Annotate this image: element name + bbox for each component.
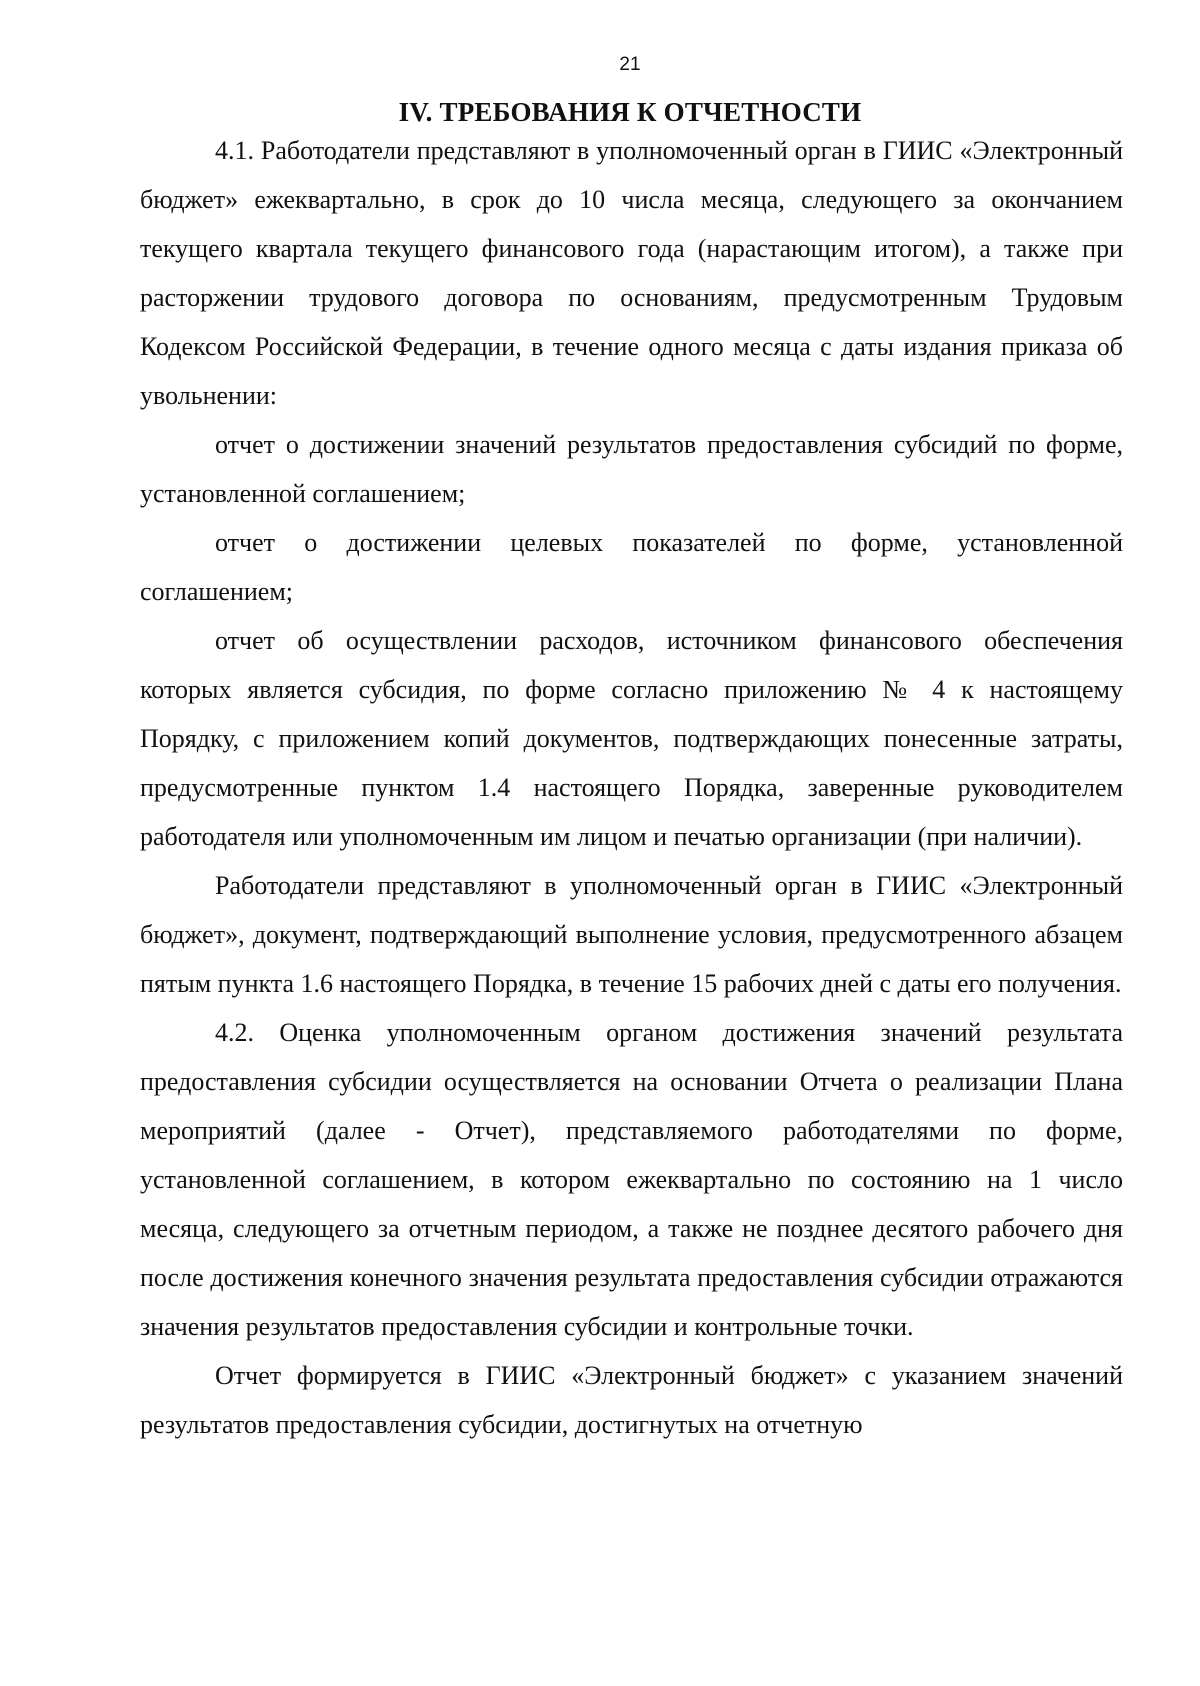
paragraph-report-expenses: отчет об осуществлении расходов, источником финансового обеспечения которых является субсидия, по форме согласно приложению № 4 к настоящему Порядку, с приложением копий документов, подтверждающих понесенные затраты, предусмотренные пунктом 1.4 настоящего Порядка, заверенные руководителем работодателя или уполномоченным им лицом и печатью организации (при наличии). (140, 626, 1123, 851)
paragraph-report-targets: отчет о достижении целевых показателей по форме, установленной соглашением; (140, 528, 1123, 606)
paragraph-employers-document: Работодатели представляют в уполномоченный орган в ГИИС «Электронный бюджет», документ, подтверждающий выполнение условия, предусмотренного абзацем пятым пункта 1.6 настоящего Порядка, в течение 15 рабочих дней с даты его получения. (140, 871, 1123, 998)
section-title: IV. ТРЕБОВАНИЯ К ОТЧЕТНОСТИ (398, 97, 862, 127)
paragraph-report-results: отчет о достижении значений результатов предоставления субсидий по форме, установленной соглашением; (140, 430, 1123, 508)
paragraph-report-formation: Отчет формируется в ГИИС «Электронный бюджет» с указанием значений результатов предоставления субсидии, достигнутых на отчетную (140, 1361, 1123, 1439)
document-body (140, 126, 1123, 1449)
paragraph-4-2: 4.2. Оценка уполномоченным органом достижения значений результата предоставления субсидии осуществляется на основании Отчета о реализации Плана мероприятий (далее - Отчет), представляемого работодателями по форме, установленной соглашением, в котором ежеквартально по состоянию на 1 число месяца, следующего за отчетным периодом, а также не позднее десятого рабочего дня после достижения конечного значения результата предоставления субсидии отражаются значения результатов предоставления субсидии и контрольные точки. (140, 1018, 1123, 1341)
page-number: 21 (619, 54, 641, 75)
paragraph-4-1: 4.1. Работодатели представляют в уполномоченный орган в ГИИС «Электронный бюджет» ежеквартально, в срок до 10 числа месяца, следующего за окончанием текущего квартала текущего финансового года (нарастающим итогом), а также при расторжении трудового договора по основаниям, предусмотренным Трудовым Кодексом Российской Федерации, в течение одного месяца с даты издания приказа об увольнении: (140, 136, 1123, 410)
